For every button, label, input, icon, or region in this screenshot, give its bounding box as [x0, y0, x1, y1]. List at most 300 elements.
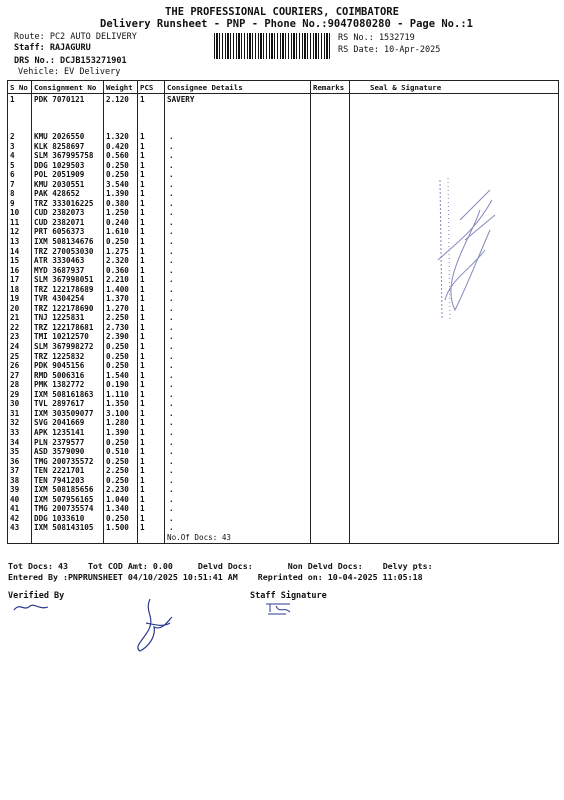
- cell-weight: 0.510: [104, 447, 138, 457]
- cell-sno: 31: [8, 409, 32, 419]
- cell-pcs: 1: [138, 428, 165, 438]
- cell-pcs: 1: [138, 371, 165, 381]
- cell-weight: 1.390: [104, 189, 138, 199]
- cell-sno: 8: [8, 189, 32, 199]
- table-row: [8, 142, 559, 152]
- cell-sno: 28: [8, 380, 32, 390]
- cell-consignment: PDK 7070121: [32, 94, 104, 133]
- cell-pcs: 1: [138, 399, 165, 409]
- cell-consignment: TRZ 122178681: [32, 323, 104, 333]
- cell-consignee: .: [165, 218, 311, 228]
- delvd-docs: Delvd Docs:: [197, 561, 253, 571]
- table-row: [8, 94, 559, 133]
- cell-remarks: [311, 275, 350, 285]
- cell-remarks: [311, 151, 350, 161]
- tot-cod: Tot COD Amt: 0.00: [87, 561, 173, 571]
- cell-consignee: .: [165, 285, 311, 295]
- cell-weight: 1.250: [104, 208, 138, 218]
- reprinted-on: Reprinted on: 10-04-2025 11:05:18: [257, 572, 423, 582]
- cell-weight: 1.110: [104, 390, 138, 400]
- cell-sno: 18: [8, 285, 32, 295]
- cell-weight: 2.730: [104, 323, 138, 333]
- footer-cell: [32, 533, 104, 544]
- cell-seal: [350, 132, 559, 142]
- col-consignee: Consignee Details: [165, 81, 311, 94]
- cell-consignee: .: [165, 418, 311, 428]
- cell-consignment: IXM 508185656: [32, 485, 104, 495]
- cell-consignment: TVL 2897617: [32, 399, 104, 409]
- cell-pcs: 1: [138, 266, 165, 276]
- staff-signature: [264, 600, 294, 616]
- cell-pcs: 1: [138, 323, 165, 333]
- cell-consignment: TEN 2221701: [32, 466, 104, 476]
- cell-seal: [350, 409, 559, 419]
- table-row: [8, 438, 559, 448]
- cell-remarks: [311, 514, 350, 524]
- cell-consignment: DDG 1033610: [32, 514, 104, 524]
- table-row: [8, 371, 559, 381]
- cell-seal: [350, 94, 559, 133]
- cell-pcs: 1: [138, 237, 165, 247]
- cell-remarks: [311, 332, 350, 342]
- cell-weight: 1.275: [104, 247, 138, 257]
- cell-consignment: TMI 10212570: [32, 332, 104, 342]
- cell-weight: 0.420: [104, 142, 138, 152]
- cell-remarks: [311, 361, 350, 371]
- cell-consignee: .: [165, 332, 311, 342]
- cell-pcs: 1: [138, 161, 165, 171]
- cell-consignment: MYD 3687937: [32, 266, 104, 276]
- table-row: [8, 409, 559, 419]
- cell-consignment: CUD 2382071: [32, 218, 104, 228]
- table-footer-row: [8, 533, 559, 544]
- cell-remarks: [311, 313, 350, 323]
- cell-consignee: .: [165, 352, 311, 362]
- cell-weight: 1.280: [104, 418, 138, 428]
- cell-seal: [350, 151, 559, 161]
- cell-pcs: 1: [138, 476, 165, 486]
- cell-consignee: .: [165, 313, 311, 323]
- cell-remarks: [311, 237, 350, 247]
- cell-consignment: KMU 2030551: [32, 180, 104, 190]
- cell-sno: 13: [8, 237, 32, 247]
- cell-remarks: [311, 352, 350, 362]
- cell-consignee: .: [165, 476, 311, 486]
- cell-consignment: TMG 200735574: [32, 504, 104, 514]
- table-row: [8, 332, 559, 342]
- cell-remarks: [311, 485, 350, 495]
- verified-by-label: Verified By: [8, 591, 65, 601]
- cell-consignment: SLM 367995758: [32, 151, 104, 161]
- cell-seal: [350, 371, 559, 381]
- table-row: [8, 457, 559, 467]
- cell-pcs: 1: [138, 180, 165, 190]
- table-row: [8, 132, 559, 142]
- table-row: [8, 361, 559, 371]
- delvy-pts: Delvy pts:: [382, 561, 433, 571]
- cell-sno: 6: [8, 170, 32, 180]
- cell-weight: 2.390: [104, 332, 138, 342]
- cell-remarks: [311, 428, 350, 438]
- cell-pcs: 1: [138, 390, 165, 400]
- cell-remarks: [311, 476, 350, 486]
- cell-pcs: 1: [138, 247, 165, 257]
- cell-weight: 1.400: [104, 285, 138, 295]
- cell-pcs: 1: [138, 208, 165, 218]
- cell-consignment: POL 2051909: [32, 170, 104, 180]
- cell-seal: [350, 361, 559, 371]
- cell-consignment: IXM 508161863: [32, 390, 104, 400]
- cell-consignment: IXM 303509077: [32, 409, 104, 419]
- cell-sno: 7: [8, 180, 32, 190]
- cell-weight: 2.250: [104, 313, 138, 323]
- cell-remarks: [311, 218, 350, 228]
- cell-pcs: 1: [138, 438, 165, 448]
- cell-consignee: .: [165, 399, 311, 409]
- table-row: [8, 342, 559, 352]
- cell-consignee: .: [165, 227, 311, 237]
- cell-seal: [350, 466, 559, 476]
- cell-seal: [350, 457, 559, 467]
- cell-consignee: .: [165, 161, 311, 171]
- col-seal-signature: Seal & Signature: [350, 81, 559, 94]
- cell-sno: 3: [8, 142, 32, 152]
- cell-sno: 29: [8, 390, 32, 400]
- footer-cell: [8, 533, 32, 544]
- cell-sno: 11: [8, 218, 32, 228]
- table-row: [8, 447, 559, 457]
- cell-weight: 1.370: [104, 294, 138, 304]
- cell-remarks: [311, 189, 350, 199]
- cell-remarks: [311, 466, 350, 476]
- cell-weight: 1.610: [104, 227, 138, 237]
- cell-weight: 1.500: [104, 523, 138, 533]
- cell-consignment: PDK 9045156: [32, 361, 104, 371]
- cell-remarks: [311, 199, 350, 209]
- cell-consignee: .: [165, 275, 311, 285]
- cell-remarks: [311, 256, 350, 266]
- staff-signature-label: Staff Signature: [250, 591, 327, 601]
- cell-remarks: [311, 304, 350, 314]
- cell-sno: 35: [8, 447, 32, 457]
- cell-consignee: .: [165, 361, 311, 371]
- cell-sno: 33: [8, 428, 32, 438]
- cell-pcs: 1: [138, 218, 165, 228]
- cell-consignee: .: [165, 304, 311, 314]
- cell-weight: 2.210: [104, 275, 138, 285]
- cell-weight: 2.230: [104, 485, 138, 495]
- cell-sno: 15: [8, 256, 32, 266]
- cell-pcs: 1: [138, 199, 165, 209]
- entered-by: Entered By :PNPRUNSHEET 04/10/2025 10:51:41 AM: [8, 572, 238, 582]
- cell-sno: 22: [8, 323, 32, 333]
- cell-weight: 1.540: [104, 371, 138, 381]
- table-row: [8, 151, 559, 161]
- cell-pcs: 1: [138, 418, 165, 428]
- cell-weight: 0.250: [104, 237, 138, 247]
- cell-sno: 34: [8, 438, 32, 448]
- cell-pcs: 1: [138, 352, 165, 362]
- staff-label: Staff: RAJAGURU: [14, 43, 91, 53]
- cell-sno: 43: [8, 523, 32, 533]
- cell-consignee: .: [165, 342, 311, 352]
- cell-consignee: .: [165, 380, 311, 390]
- col-pcs: PCS: [138, 81, 165, 94]
- cell-seal: [350, 352, 559, 362]
- cell-consignee: .: [165, 266, 311, 276]
- col-sno: S No: [8, 81, 32, 94]
- non-delvd-docs: Non Delvd Docs:: [287, 561, 363, 571]
- cell-consignment: KMU 2026550: [32, 132, 104, 142]
- cell-weight: 1.350: [104, 399, 138, 409]
- table-row: [8, 352, 559, 362]
- cell-remarks: [311, 227, 350, 237]
- cell-sno: 4: [8, 151, 32, 161]
- footer-entry: [8, 572, 423, 582]
- cell-remarks: [311, 495, 350, 505]
- cell-consignment: ASD 3579090: [32, 447, 104, 457]
- cell-weight: 0.250: [104, 457, 138, 467]
- table-row: [8, 514, 559, 524]
- cell-remarks: [311, 418, 350, 428]
- cell-pcs: 1: [138, 466, 165, 476]
- cell-consignee: .: [165, 256, 311, 266]
- cell-consignee: .: [165, 514, 311, 524]
- cell-consignment: PMK 1382772: [32, 380, 104, 390]
- cell-remarks: [311, 247, 350, 257]
- cell-consignee: .: [165, 247, 311, 257]
- cell-sno: 42: [8, 514, 32, 524]
- cell-weight: 1.270: [104, 304, 138, 314]
- cell-consignee: .: [165, 447, 311, 457]
- table-row: [8, 399, 559, 409]
- cell-consignee: .: [165, 208, 311, 218]
- cell-weight: 0.250: [104, 342, 138, 352]
- cell-seal: [350, 523, 559, 533]
- cell-consignment: SLM 367998051: [32, 275, 104, 285]
- cell-sno: 10: [8, 208, 32, 218]
- cell-sno: 5: [8, 161, 32, 171]
- cell-consignee: .: [165, 438, 311, 448]
- cell-weight: 2.250: [104, 466, 138, 476]
- cell-remarks: [311, 208, 350, 218]
- tot-docs: Tot Docs: 43: [8, 561, 68, 571]
- cell-remarks: [311, 161, 350, 171]
- cell-consignment: KLK 8258697: [32, 142, 104, 152]
- cell-weight: 2.320: [104, 256, 138, 266]
- cell-consignee: .: [165, 323, 311, 333]
- table-row: [8, 428, 559, 438]
- footer-cell: [104, 533, 138, 544]
- cell-remarks: [311, 399, 350, 409]
- cell-weight: 1.340: [104, 504, 138, 514]
- cell-weight: 1.390: [104, 428, 138, 438]
- cell-remarks: [311, 170, 350, 180]
- cell-consignee: .: [165, 457, 311, 467]
- cell-pcs: 1: [138, 457, 165, 467]
- cell-consignee: .: [165, 371, 311, 381]
- cell-sno: 20: [8, 304, 32, 314]
- cell-sno: 9: [8, 199, 32, 209]
- cell-remarks: [311, 323, 350, 333]
- cell-remarks: [311, 285, 350, 295]
- cell-pcs: 1: [138, 485, 165, 495]
- cell-pcs: 1: [138, 504, 165, 514]
- cell-sno: 16: [8, 266, 32, 276]
- cell-pcs: 1: [138, 142, 165, 152]
- cell-consignee: SAVERY: [165, 94, 311, 133]
- cell-sno: 41: [8, 504, 32, 514]
- cell-consignee: .: [165, 151, 311, 161]
- cell-pcs: 1: [138, 170, 165, 180]
- cell-consignee: .: [165, 390, 311, 400]
- cell-seal: [350, 390, 559, 400]
- cell-pcs: 1: [138, 304, 165, 314]
- cell-sno: 2: [8, 132, 32, 142]
- cell-remarks: [311, 180, 350, 190]
- cell-consignment: TNJ 1225831: [32, 313, 104, 323]
- cell-seal: [350, 495, 559, 505]
- cell-seal: [350, 476, 559, 486]
- cell-consignment: TEN 7941203: [32, 476, 104, 486]
- cell-consignment: IXM 508143105: [32, 523, 104, 533]
- cell-consignee: .: [165, 523, 311, 533]
- cell-consignment: TRZ 1225832: [32, 352, 104, 362]
- cell-sno: 17: [8, 275, 32, 285]
- cell-seal: [350, 399, 559, 409]
- cell-seal: [350, 485, 559, 495]
- cell-seal: [350, 447, 559, 457]
- cell-remarks: [311, 447, 350, 457]
- cell-consignment: CUD 2382073: [32, 208, 104, 218]
- cell-seal: [350, 418, 559, 428]
- cell-consignment: TRZ 333016225: [32, 199, 104, 209]
- table-row: [8, 504, 559, 514]
- cell-remarks: [311, 457, 350, 467]
- cell-pcs: 1: [138, 151, 165, 161]
- cell-consignment: ATR 3330463: [32, 256, 104, 266]
- col-consignment: Consignment No: [32, 81, 104, 94]
- cell-sno: 36: [8, 457, 32, 467]
- col-remarks: Remarks: [311, 81, 350, 94]
- cell-consignment: TVR 4304254: [32, 294, 104, 304]
- cell-weight: 1.040: [104, 495, 138, 505]
- cell-remarks: [311, 523, 350, 533]
- cell-pcs: 1: [138, 132, 165, 142]
- cell-remarks: [311, 409, 350, 419]
- cell-pcs: 1: [138, 227, 165, 237]
- cell-remarks: [311, 371, 350, 381]
- cell-weight: 0.380: [104, 199, 138, 209]
- cell-remarks: [311, 438, 350, 448]
- footer-totals: [8, 561, 433, 571]
- cell-pcs: 1: [138, 332, 165, 342]
- cell-pcs: 1: [138, 94, 165, 133]
- cell-sno: 37: [8, 466, 32, 476]
- footer-cell: [350, 533, 559, 544]
- cell-weight: 2.120: [104, 94, 138, 133]
- cell-sno: 30: [8, 399, 32, 409]
- col-weight: Weight: [104, 81, 138, 94]
- cell-consignee: .: [165, 409, 311, 419]
- cell-remarks: [311, 342, 350, 352]
- barcode: [214, 33, 330, 59]
- cell-seal: [350, 514, 559, 524]
- cell-seal: [350, 332, 559, 342]
- cell-weight: 0.250: [104, 170, 138, 180]
- table-row: [8, 466, 559, 476]
- footer-cell: [138, 533, 165, 544]
- cell-seal: [350, 342, 559, 352]
- handwritten-signature: [126, 597, 176, 655]
- cell-consignee: .: [165, 495, 311, 505]
- cell-weight: 0.250: [104, 161, 138, 171]
- cell-weight: 0.250: [104, 476, 138, 486]
- cell-consignee: .: [165, 180, 311, 190]
- drs-label: DRS No.: DCJB153271901: [14, 56, 127, 66]
- cell-seal: [350, 428, 559, 438]
- cell-consignee: .: [165, 294, 311, 304]
- table-row: [8, 161, 559, 171]
- cell-sno: 21: [8, 313, 32, 323]
- cell-pcs: 1: [138, 514, 165, 524]
- table-row: [8, 476, 559, 486]
- cell-sno: 1: [8, 94, 32, 133]
- cell-remarks: [311, 504, 350, 514]
- cell-remarks: [311, 142, 350, 152]
- cell-consignment: PAK 428652: [32, 189, 104, 199]
- cell-sno: 25: [8, 352, 32, 362]
- table-row: [8, 485, 559, 495]
- cell-remarks: [311, 94, 350, 133]
- table-row: [8, 418, 559, 428]
- cell-pcs: 1: [138, 495, 165, 505]
- runsheet-title: Delivery Runsheet - PNP - Phone No.:9047080280 - Page No.:1: [100, 18, 473, 30]
- cell-sno: 26: [8, 361, 32, 371]
- cell-remarks: [311, 266, 350, 276]
- cell-seal: [350, 161, 559, 171]
- cell-weight: 0.250: [104, 352, 138, 362]
- route-label: Route: PC2 AUTO DELIVERY: [14, 32, 137, 42]
- cell-weight: 0.250: [104, 438, 138, 448]
- table-header-row: [8, 81, 559, 94]
- cell-sno: 14: [8, 247, 32, 257]
- no-of-docs: No.Of Docs: 43: [165, 533, 311, 544]
- verified-signature: [12, 598, 52, 614]
- cell-consignee: .: [165, 132, 311, 142]
- cell-consignee: .: [165, 189, 311, 199]
- cell-remarks: [311, 132, 350, 142]
- cell-consignee: .: [165, 466, 311, 476]
- cell-remarks: [311, 380, 350, 390]
- cell-consignment: PRT 6056373: [32, 227, 104, 237]
- cell-pcs: 1: [138, 189, 165, 199]
- cell-consignment: TRZ 122178689: [32, 285, 104, 295]
- cell-weight: 0.240: [104, 218, 138, 228]
- cell-pcs: 1: [138, 380, 165, 390]
- cell-weight: 0.250: [104, 514, 138, 524]
- cell-sno: 40: [8, 495, 32, 505]
- footer-cell: [311, 533, 350, 544]
- cell-seal: [350, 438, 559, 448]
- cell-consignment: SVG 2041669: [32, 418, 104, 428]
- vehicle-label: Vehicle: EV Delivery: [18, 67, 121, 77]
- cell-sno: 23: [8, 332, 32, 342]
- cell-weight: 0.560: [104, 151, 138, 161]
- cell-seal: [350, 504, 559, 514]
- cell-pcs: 1: [138, 285, 165, 295]
- table-row: [8, 495, 559, 505]
